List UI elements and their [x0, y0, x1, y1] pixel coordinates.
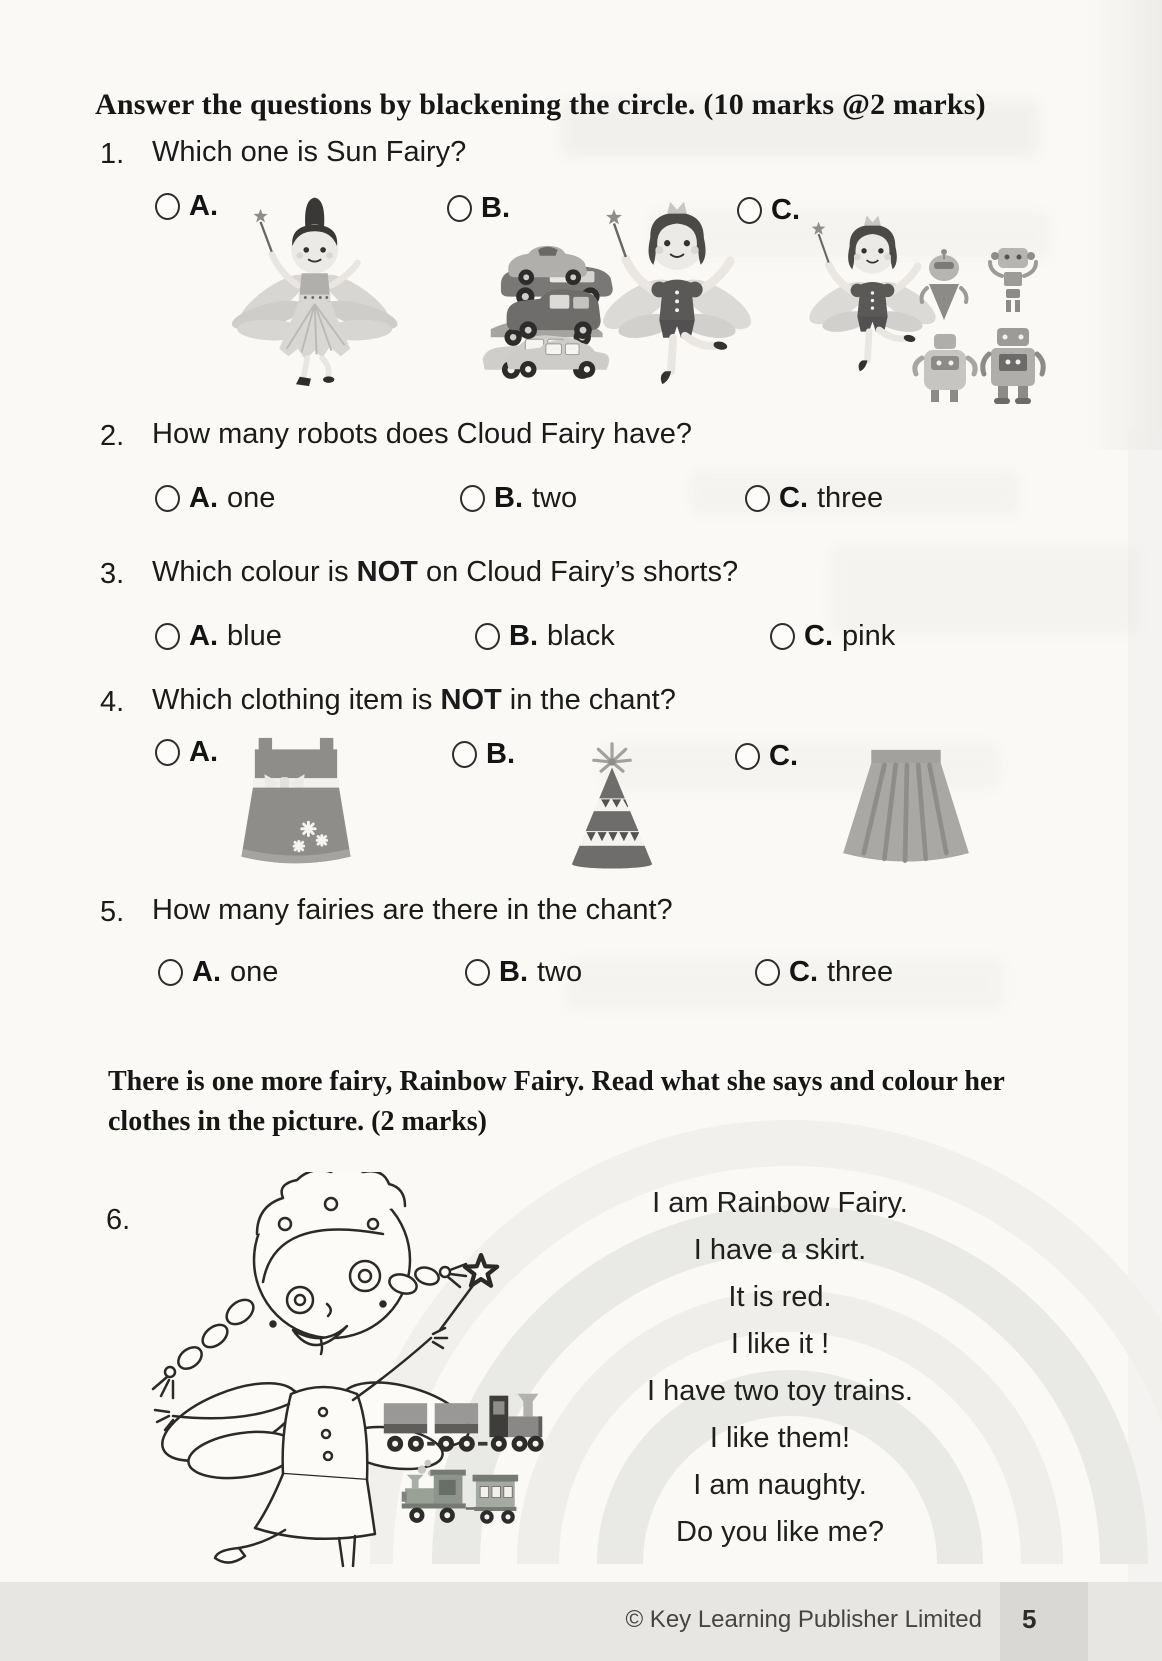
- speech-line: I have two toy trains.: [647, 1375, 913, 1407]
- q2-option-a-letter: A.: [189, 482, 218, 514]
- answer-circle-q4b[interactable]: [452, 741, 477, 768]
- speech-line: Do you like me?: [676, 1516, 884, 1548]
- answer-circle-q4a[interactable]: [155, 739, 180, 766]
- q2-number: 2.: [100, 420, 125, 452]
- scan-shadow-right: [1086, 0, 1162, 450]
- q4-option-b[interactable]: [452, 738, 515, 771]
- speech-line: I am naughty.: [693, 1469, 867, 1501]
- q1-option-a[interactable]: [155, 190, 218, 223]
- speech-line: I like them!: [709, 1422, 851, 1454]
- answer-circle-q2a[interactable]: [155, 485, 180, 512]
- q3-option-a[interactable]: [155, 620, 282, 653]
- answer-circle-q3a[interactable]: [155, 623, 180, 650]
- colouring-instruction-line2: [108, 1106, 487, 1138]
- colouring-instruction-marks: (2 marks): [371, 1106, 488, 1137]
- q5-option-b-letter: B.: [499, 956, 528, 988]
- page-number-box: [1000, 1582, 1088, 1661]
- q1-option-c-letter: C.: [771, 194, 800, 226]
- q4-option-a[interactable]: [155, 736, 218, 769]
- answer-circle-q5c[interactable]: [755, 959, 780, 986]
- q5-option-c-label: three: [827, 956, 894, 988]
- toy-train-2-image: [400, 1456, 535, 1539]
- q3-option-c-letter: C.: [804, 620, 833, 652]
- speech-line: It is red.: [728, 1281, 832, 1313]
- q4-text-before: Which clothing item is: [152, 684, 441, 716]
- speech-line: I like it !: [730, 1328, 830, 1360]
- exam-instruction-text: Answer the questions by blackening the circle.: [95, 88, 696, 121]
- q3-option-b-letter: B.: [509, 620, 538, 652]
- q3-option-a-label: blue: [227, 620, 282, 652]
- q2-option-a[interactable]: [155, 482, 275, 515]
- answer-circle-q5b[interactable]: [465, 959, 490, 986]
- q6-number: 6.: [106, 1204, 131, 1236]
- fairy-a-image: [215, 192, 447, 393]
- q4-option-c[interactable]: [735, 740, 798, 773]
- speech-line: I am Rainbow Fairy.: [652, 1187, 908, 1219]
- page-number: 5: [1022, 1604, 1037, 1634]
- fairy-b-image: [582, 188, 778, 395]
- q4-number: 4.: [100, 686, 125, 718]
- answer-circle-q4c[interactable]: [735, 743, 760, 770]
- q3-text: [152, 556, 738, 589]
- q3-number: 3.: [100, 558, 125, 590]
- q2-text: How many robots does Cloud Fairy have?: [152, 418, 692, 450]
- q4-text-emphasis: NOT: [440, 684, 502, 716]
- q2-option-c-label: three: [817, 482, 884, 514]
- q3-option-b[interactable]: [475, 620, 615, 653]
- speech-line: I have a skirt.: [693, 1234, 867, 1266]
- q3-option-b-label: black: [547, 620, 615, 652]
- q5-option-b[interactable]: [465, 956, 582, 989]
- q3-option-c[interactable]: [770, 620, 895, 653]
- q1-option-a-letter: A.: [189, 190, 218, 222]
- colouring-instruction-line2-text: clothes in the picture.: [108, 1106, 365, 1137]
- q3-option-c-label: pink: [842, 620, 896, 652]
- q5-text: How many fairies are there in the chant?: [152, 894, 673, 926]
- dress-image: [236, 736, 356, 875]
- q5-option-a[interactable]: [158, 956, 278, 989]
- q3-text-before: Which colour is: [152, 556, 357, 588]
- q3-text-after: on Cloud Fairy’s shorts?: [417, 556, 739, 588]
- q5-option-a-letter: A.: [192, 956, 221, 988]
- q2-option-b-label: two: [532, 482, 578, 514]
- answer-circle-q2c[interactable]: [745, 485, 770, 512]
- answer-circle-q3b[interactable]: [475, 623, 500, 650]
- exam-instruction-marks: (10 marks @2 marks): [703, 88, 986, 121]
- q2-option-c-letter: C.: [779, 482, 808, 514]
- toy-train-1-image: [378, 1390, 548, 1461]
- answer-circle-q3c[interactable]: [770, 623, 795, 650]
- q5-option-b-label: two: [537, 956, 583, 988]
- q2-option-a-label: one: [227, 482, 276, 514]
- q1-option-b[interactable]: [447, 192, 510, 225]
- party-hat-image: [550, 742, 675, 879]
- q5-number: 5.: [100, 896, 125, 928]
- rainbow-fairy-speech: [545, 1180, 1015, 1556]
- robots-image: [912, 242, 1052, 413]
- q4-text: [152, 684, 676, 717]
- q5-option-c[interactable]: [755, 956, 893, 989]
- skirt-image: [830, 748, 982, 875]
- colouring-instruction-line1: There is one more fairy, Rainbow Fairy. Read what she says and colour her: [108, 1066, 1005, 1097]
- answer-circle-q2b[interactable]: [460, 485, 485, 512]
- answer-circle-q1a[interactable]: [155, 193, 180, 220]
- footer: [0, 1582, 1162, 1661]
- q1-text: Which one is Sun Fairy?: [152, 136, 467, 168]
- q5-option-c-letter: C.: [789, 956, 818, 988]
- q2-option-c[interactable]: [745, 482, 883, 515]
- q2-option-b-letter: B.: [494, 482, 523, 514]
- q4-option-a-letter: A.: [189, 736, 218, 768]
- q5-option-a-label: one: [230, 956, 279, 988]
- answer-circle-q5a[interactable]: [158, 959, 183, 986]
- q1-option-b-letter: B.: [481, 192, 510, 224]
- q3-text-emphasis: NOT: [356, 556, 418, 588]
- exam-instruction: [95, 88, 986, 122]
- answer-circle-q1b[interactable]: [447, 195, 472, 222]
- q4-option-b-letter: B.: [486, 738, 515, 770]
- q3-option-a-letter: A.: [189, 620, 218, 652]
- q1-number: 1.: [100, 138, 125, 170]
- q4-option-c-letter: C.: [769, 740, 798, 772]
- q4-text-after: in the chant?: [501, 684, 676, 716]
- q2-option-b[interactable]: [460, 482, 577, 515]
- copyright-text: © Key Learning Publisher Limited: [625, 1606, 982, 1633]
